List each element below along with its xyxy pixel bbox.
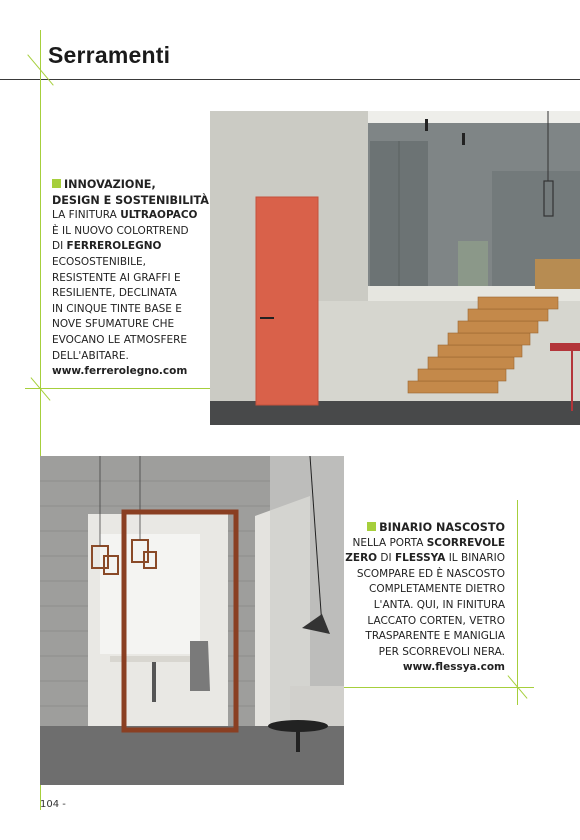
bold-text: SCORREVOLE (426, 536, 505, 549)
photo-red-door-staircase (210, 111, 580, 425)
caption-line: COMPLETAMENTE DIETRO (369, 583, 505, 596)
bold-text: ULTRAOPACO (120, 209, 198, 222)
brand-name: FLESSYA (394, 552, 446, 565)
text: NELLA PORTA (352, 536, 427, 549)
caption-line: PER SCORREVOLI NERA. (378, 645, 505, 658)
caption-line: TRASPARENTE E MANIGLIA (365, 630, 505, 643)
caption-flessya (344, 520, 505, 676)
caption-line: ECOSOSTENIBILE, (52, 255, 146, 268)
text: LA FINITURA (52, 209, 121, 222)
green-guide-line (25, 388, 210, 389)
caption-line (344, 536, 505, 552)
caption-line: È IL NUOVO COLORTREND (52, 224, 189, 237)
bold-text: ZERO (345, 552, 378, 565)
brand-name: FERREROLEGNO (66, 240, 162, 253)
text: IL BINARIO (445, 552, 505, 565)
caption-line: SCOMPARE ED È NASCOSTO (356, 567, 505, 580)
page-title: Serramenti (48, 42, 171, 68)
text: DI (377, 552, 395, 565)
caption-line: L'ANTA. QUI, IN FINITURA (373, 598, 505, 611)
caption-line: RESILIENTE, DECLINATA (52, 287, 177, 300)
caption-heading (344, 520, 505, 536)
caption-ferrerolegno (52, 177, 212, 380)
caption-line (52, 208, 212, 224)
heading-line: BINARIO NASCOSTO (379, 521, 505, 534)
page-number: 104 - (40, 799, 66, 810)
link-ferrerolegno[interactable]: www.ferrerolegno.com (52, 365, 188, 378)
caption-line: NOVE SFUMATURE CHE (52, 318, 175, 331)
title-rule (0, 79, 580, 80)
caption-heading (52, 177, 212, 193)
text: DI (52, 240, 67, 253)
link-flessya[interactable]: www.flessya.com (402, 661, 505, 674)
caption-line: DELL'ABITARE. (52, 349, 129, 362)
caption-line (52, 239, 212, 255)
green-guide-line-right (517, 500, 518, 705)
green-guide-line (344, 687, 534, 688)
caption-line: IN CINQUE TINTE BASE E (52, 302, 182, 315)
heading-line: DESIGN E SOSTENIBILITÀ (52, 193, 209, 207)
caption-line: RESISTENTE AI GRAFFI E (52, 271, 181, 284)
caption-line (344, 551, 505, 567)
green-square-bullet (367, 522, 376, 531)
caption-line: EVOCANO LE ATMOSFERE (52, 333, 188, 346)
green-square-bullet (52, 179, 61, 188)
photo-sliding-door (40, 456, 344, 785)
heading-line: INNOVAZIONE, (64, 178, 156, 191)
caption-line: LACCATO CORTEN, VETRO (367, 614, 505, 627)
